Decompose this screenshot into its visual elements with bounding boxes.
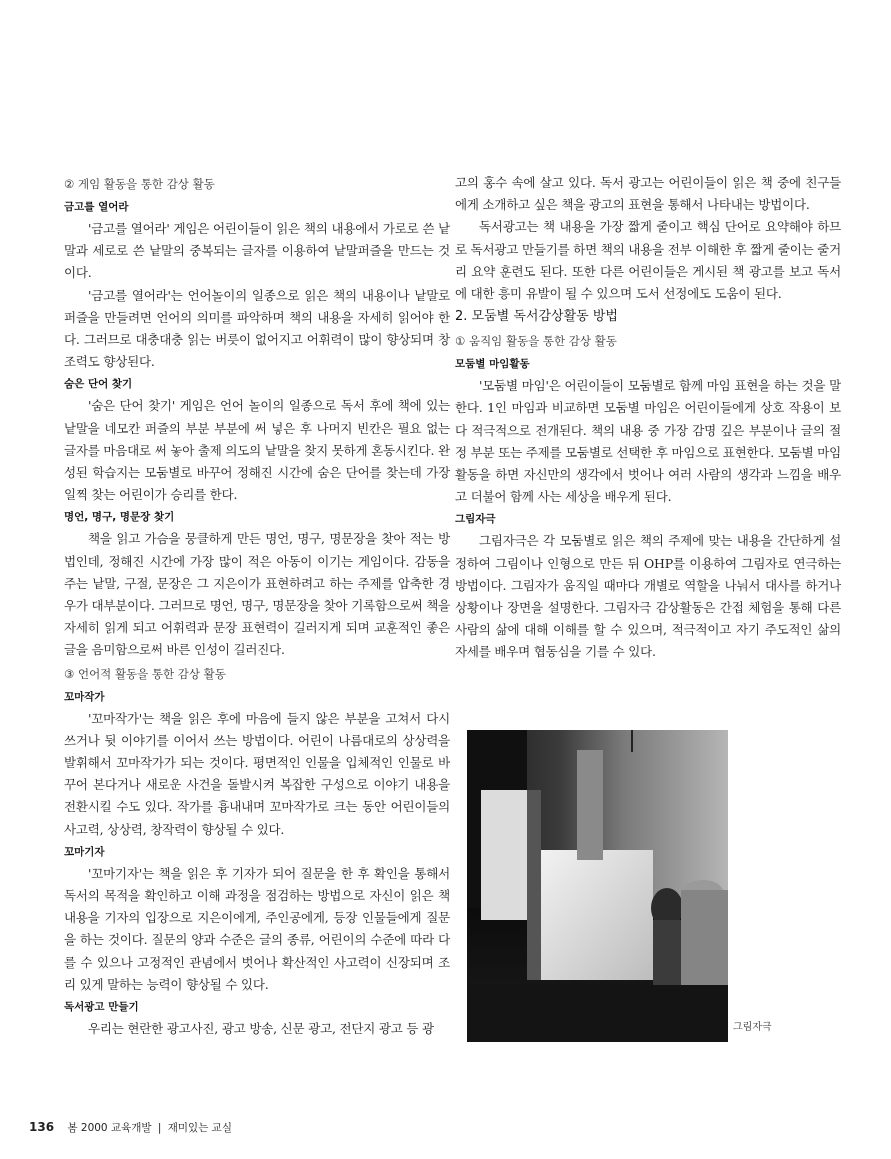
heading-myeongeon: 명언, 명구, 명문장 찾기 bbox=[64, 511, 175, 524]
heading-geurimjageuk: 그림자극 bbox=[455, 513, 496, 526]
left-column bbox=[64, 172, 450, 1040]
page-number: 136 bbox=[29, 1120, 55, 1134]
paragraph: '금고를 열어라' 게임은 어린이들이 읽은 책의 내용에서 가로로 쓴 낱말과 세로로 쓴 낱말의 중복되는 글자를 이용하여 낱말퍼즐을 만드는 것이다. bbox=[64, 221, 450, 281]
heading-geumgo: 금고를 열어라 bbox=[64, 201, 129, 213]
paragraph: 고의 홍수 속에 살고 있다. 독서 광고는 어린이들이 읽은 책 중에 친구들에게 소개하고 싶은 책을 광고의 표현을 통해서 나타내는 방법이다. bbox=[455, 175, 841, 213]
paragraph: '꼬마기자'는 책을 읽은 후 기자가 되어 질문을 한 후 확인을 통해서 독서의 목적을 확인하고 이해 과정을 점검하는 방법으로 자신이 읽은 책 내용을 기자의 입장으로 지은이에게, 주인공에게, 등장 인물들에게 질문을 하는 것이다. 질문의 양과 수준은 글의 종류, 어린이의 수준에 따라 다를 수 있으나 고정적인 관념에서 벗어나 확산적인 사고력이 신장되며 조리 있게 말하는 능력이 향상될 수 있다. bbox=[64, 865, 450, 992]
paragraph: '금고를 열어라'는 언어놀이의 일종으로 읽은 책의 내용이나 낱말로 퍼즐을 만들려면 언어의 의미를 파악하며 책의 내용을 자세히 읽어야 한다. 그러므로 대충대충 읽는 버릇이 없어지고 어휘력이 많이 향상되며 창조력도 향상된다. bbox=[64, 287, 450, 370]
paragraph: 우리는 현란한 광고사진, 광고 방송, 신문 광고, 전단지 광고 등 광 bbox=[88, 1021, 434, 1037]
subsection-2-heading: ② 게임 활동을 통한 감상 활동 bbox=[64, 177, 215, 191]
paragraph: 독서광고는 책 내용을 가장 짧게 줄이고 핵심 단어로 요약해야 하므로 독서광고 만들기를 하면 책의 내용을 전부 이해한 후 짧게 줄이는 줄거리 요약 훈련도 된다. 또한 다른 어린이들은 게시된 책 광고를 보고 독서에 대한 흥미 유발이 될 수 있으며 도서 선정에도 도움이 된다. bbox=[455, 219, 841, 302]
section-name: 재미있는 교실 bbox=[167, 1122, 232, 1134]
footer-separator: | bbox=[157, 1122, 162, 1134]
heading-moodum-maim: 모둠별 마임활동 bbox=[455, 358, 530, 371]
page-footer bbox=[29, 1120, 232, 1135]
paragraph: '꼬마작가'는 책을 읽은 후에 마음에 들지 않은 부분을 고쳐서 다시 쓰거나 뒷 이야기를 이어서 쓰는 방법이다. 어린이 나름대로의 상상력을 발휘해서 꼬마작가가 되는 것이다. 평면적인 인물을 입체적인 인물로 바꾸어 본다거나 새로운 사건을 돌발시켜 복잡한 구성으로 이야기 내용을 전환시킬 수도 있다. 작가를 흉내내며 꼬마작가로 크는 동안 어린이들의 사고력, 상상력, 창작력이 향상될 수 있다. bbox=[64, 710, 450, 837]
heading-kkomajakga: 꼬마작가 bbox=[64, 690, 105, 703]
heading-dokseo-gwanggo: 독서광고 만들기 bbox=[64, 1001, 139, 1014]
paragraph: '숨은 단어 찾기' 게임은 언어 놀이의 일종으로 독서 후에 책에 있는 낱말을 네모칸 퍼즐의 부분 부분에 써 넣은 후 나머지 빈칸은 필요 없는 글자를 마음대로 써 놓아 출제 의도의 낱말을 찾지 못하게 혼동시킨다. 완성된 학습지는 모둠별로 바꾸어 정해진 시간에 숨은 단어를 찾는데 가장 일찍 찾는 어린이가 승리를 한다. bbox=[64, 398, 450, 503]
section-2-heading: 2. 모둠별 독서감상활동 방법 bbox=[455, 309, 618, 325]
heading-kkomagija: 꼬마기자 bbox=[64, 845, 105, 858]
subsection-3-heading: ③ 언어적 활동을 통한 감상 활동 bbox=[64, 666, 226, 681]
right-column bbox=[455, 172, 841, 664]
paragraph: 그림자극은 각 모둠별로 읽은 책의 주제에 맞는 내용을 간단하게 설정하여 그림이나 인형으로 만든 뒤 OHP를 이용하여 그림자로 연극하는 방법이다. 그림자가 움직일 때마다 개별로 역할을 나눠서 대사를 하거나 상황이나 장면을 설명한다. 그림자극 감상활동은 간접 체험을 통해 다른 사람의 삶에 대해 이해를 할 수 있으며, 적극적이고 자기 주도적인 삶의 자세를 배우며 협동심을 기를 수 있다. bbox=[455, 533, 841, 660]
heading-sumeun-dan-eo: 숨은 단어 찾기 bbox=[64, 378, 133, 391]
magazine-name: 봄 2000 교육개발 bbox=[67, 1122, 152, 1134]
paragraph: 책을 읽고 가슴을 뭉클하게 만든 명언, 명구, 명문장을 찾아 적는 방법인데, 정해진 시간에 가장 많이 적은 아동이 이기는 게임이다. 감동을 주는 낱말, 구절, 문장은 그 지은이가 표현하려고 하는 주제를 압축한 경우가 대부분이다. 그러므로 명언, 명구, 명문장을 찾아 기록함으로써 책을 자세히 읽게 되고 어휘력과 문장 표현력이 길러지게 되며 교훈적인 좋은 글을 음미함으로써 바른 인성이 길러진다. bbox=[64, 531, 450, 658]
shadow-play-photo bbox=[467, 730, 728, 1042]
photo-caption: 그림자극 bbox=[733, 1022, 772, 1033]
subsection-1-heading: ① 움직임 활동을 통한 감상 활동 bbox=[455, 334, 617, 349]
paragraph: '모둠별 마임'은 어린이들이 모둠별로 함께 마임 표현을 하는 것을 말한다. 1인 마임과 비교하면 모둠별 마임은 어린이들에게 상호 작용이 보다 적극적으로 전개된다. 책의 내용 중 가장 감명 깊은 부분이나 글의 절정 부분 또는 주제를 모둠별로 선택한 후 마임으로 표현한다. 모둠별 마임활동을 하면 자신만의 생각에서 벗어나 여러 사람의 생각과 느낌을 배우고 더불어 함께 사는 세상을 배우게 된다. bbox=[455, 378, 841, 505]
